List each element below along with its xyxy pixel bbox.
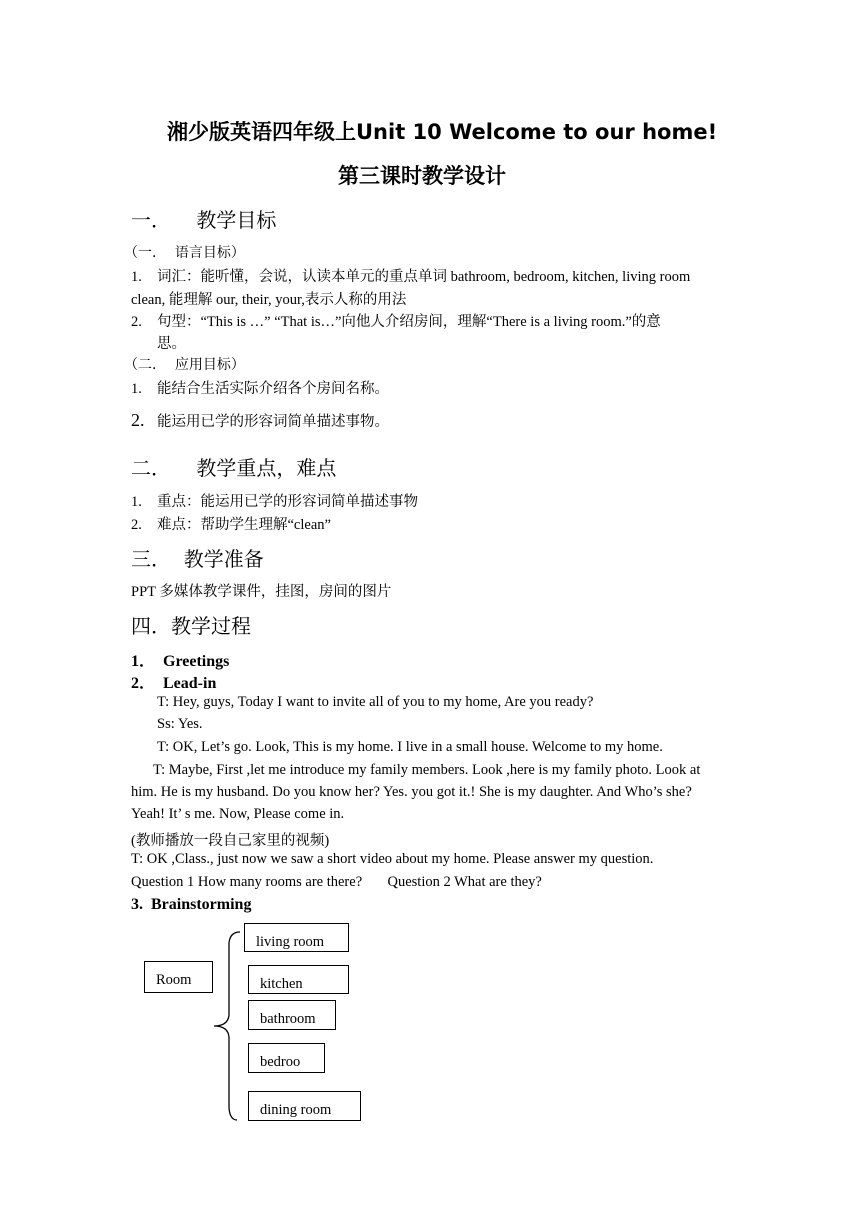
- objective-1-cont: clean, 能理解 our, their, your,表示人称的用法: [131, 292, 407, 308]
- diagram-item-box: [248, 1091, 361, 1121]
- step-lead-in: 2． Lead-in: [131, 675, 217, 692]
- list-number: 2.: [131, 314, 142, 330]
- section-3-heading: 三． 教学准备: [131, 547, 264, 571]
- dialogue-line: T: OK ,Class., just now we saw a short video about my home. Please answer my question.: [131, 851, 654, 867]
- step-greetings: 1． Greetings: [131, 653, 230, 670]
- dialogue-line: T: Maybe, First ,let me introduce my family members. Look ,here is my family photo. Look at: [153, 762, 701, 778]
- step-brainstorming: 3. Brainstorming: [131, 896, 252, 913]
- section-1-sub2: （二． 应用目标）: [124, 357, 245, 373]
- diagram-item-label: kitchen: [260, 976, 303, 992]
- objective-4: [131, 410, 389, 431]
- list-number: 1.: [131, 381, 142, 397]
- section-3-text: PPT 多媒体教学课件，挂图，房间的图片: [131, 584, 392, 600]
- diagram-item-label: living room: [256, 934, 325, 950]
- diagram-root-box: [144, 961, 213, 993]
- diagram-item-label: bedroo: [260, 1054, 301, 1070]
- dialogue-line: T: Hey, guys, Today I want to invite all of you to my home, Are you ready?: [157, 694, 594, 710]
- section-1-sub1: （一． 语言目标）: [124, 245, 245, 261]
- list-number: 1.: [131, 269, 142, 285]
- teacher-note: (教师播放一段自己家里的视频): [131, 833, 330, 849]
- objective-2-text: 句型：“This is …” “That is…”向他人介绍房间，理解“There is a living room.”的意: [157, 314, 661, 330]
- list-number: 2.: [131, 410, 145, 430]
- keypoint-1: [131, 490, 418, 511]
- keypoint-2: [131, 513, 331, 534]
- list-number: 1.: [131, 494, 142, 510]
- diagram-root-label: Room: [156, 972, 192, 988]
- objective-3-text: 能结合生活实际介绍各个房间名称。: [157, 381, 389, 397]
- diagram-item-box: [248, 965, 349, 994]
- diagram-item-label: bathroom: [260, 1011, 316, 1027]
- diagram-item-box: [244, 923, 349, 952]
- objective-2-cont: 思。: [157, 336, 186, 352]
- doc-title: 湘少版英语四年级上Unit 10 Welcome to our home!: [167, 120, 718, 144]
- dialogue-line: T: OK, Let’s go. Look, This is my home. I live in a small house. Welcome to my home.: [157, 739, 663, 755]
- dialogue-line: him. He is my husband. Do you know her? Yes. you got it.! She is my daughter. And Who’s she?: [131, 784, 692, 800]
- dialogue-line: Yeah! It’ s me. Now, Please come in.: [131, 806, 345, 822]
- section-4-heading: 四．教学过程: [131, 614, 251, 638]
- doc-subtitle: 第三课时教学设计: [338, 164, 506, 188]
- objective-1: [131, 265, 690, 286]
- keypoint-1-text: 重点：能运用已学的形容词简单描述事物: [157, 494, 418, 510]
- list-number: 2.: [131, 517, 142, 533]
- objective-3: [131, 377, 389, 398]
- objective-1-text: 词汇：能听懂，会说，认读本单元的重点单词 bathroom, bedroom, kitchen, living room: [157, 269, 691, 285]
- objective-2: [131, 310, 661, 331]
- questions-line: Question 1 How many rooms are there? Question 2 What are they?: [131, 874, 542, 890]
- section-1-heading: 一． 教学目标: [131, 208, 277, 232]
- diagram-item-box: [248, 1000, 336, 1030]
- objective-4-text: 能运用已学的形容词简单描述事物。: [157, 414, 389, 430]
- diagram-item-label: dining room: [260, 1102, 332, 1118]
- section-2-heading: 二． 教学重点，难点: [131, 456, 337, 480]
- diagram-item-box: [248, 1043, 325, 1073]
- keypoint-2-text: 难点：帮助学生理解“clean”: [157, 517, 331, 533]
- dialogue-line: Ss: Yes.: [157, 716, 203, 732]
